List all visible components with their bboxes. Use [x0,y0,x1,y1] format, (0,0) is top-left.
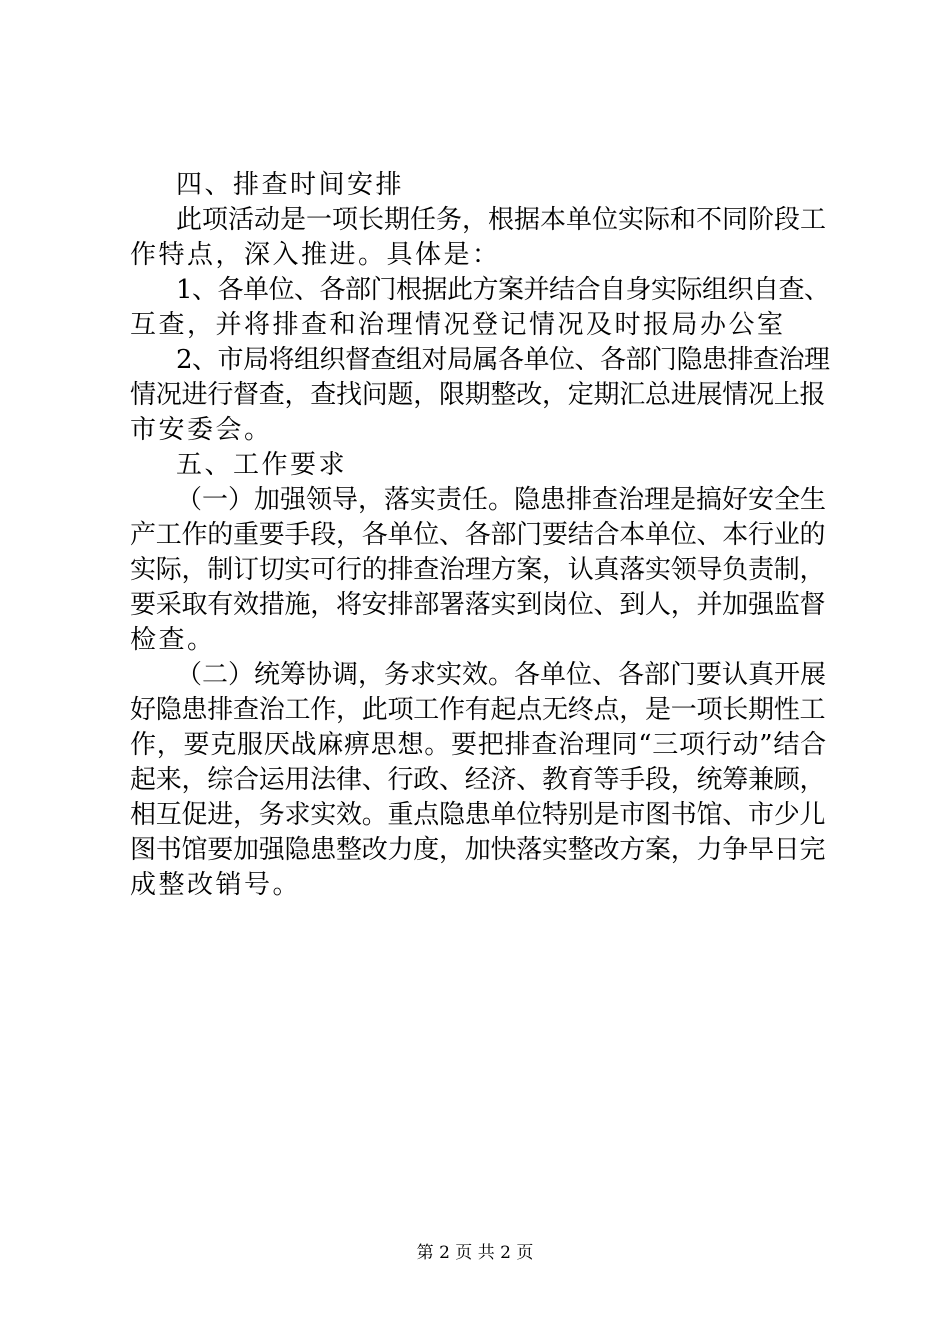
page-footer: 第 2 页 共 2 页 [416,1243,534,1263]
text-line: 五、工作要求 [176,450,348,480]
text-line: 此项活动是一项长期任务，根据本单位实际和不同阶段工 [176,205,827,235]
text-line: 市安委会。 [130,415,273,445]
text-line: 互查，并将排查和治理情况登记情况及时报局办公室 [130,310,786,340]
document-body [130,168,830,903]
text-line: 相互促进，务求实效。重点隐患单位特别是市图书馆、市少儿 [130,800,826,830]
text-line: 情况进行督查，查找问题，限期整改，定期汇总进展情况上报 [130,380,826,410]
text-line: 产工作的重要手段，各单位、各部门要结合本单位、本行业的 [130,520,826,550]
text-line: 2、市局将组织督查组对局属各单位、各部门隐患排查治理 [176,345,830,375]
text-line: 要采取有效措施，将安排部署落实到岗位、到人，并加强监督 [130,590,826,620]
text-line: 图书馆要加强隐患整改力度，加快落实整改方案，力争早日完 [130,835,826,865]
text-line: 作特点，深入推进。具体是： [130,240,501,270]
text-line: 成整改销号。 [130,870,302,900]
text-line: （一）加强领导，落实责任。隐患排查治理是搞好安全生 [176,485,827,515]
text-line: （二）统筹协调，务求实效。各单位、各部门要认真开展 [176,660,827,690]
text-line: 好隐患排查治工作，此项工作有起点无终点，是一项长期性工 [130,695,826,725]
text-line: 检查。 [130,625,216,655]
text-line: 实际，制订切实可行的排查治理方案，认真落实领导负责制， [130,555,826,585]
text-line: 1、各单位、各部门根据此方案并结合自身实际组织自查、 [176,275,830,305]
text-line: 作，要克服厌战麻痹思想。要把排查治理同“三项行动”结合 [130,730,827,760]
text-line: 起来，综合运用法律、行政、经济、教育等手段，统筹兼顾， [130,765,826,795]
text-line: 四、排查时间安排 [176,170,405,200]
